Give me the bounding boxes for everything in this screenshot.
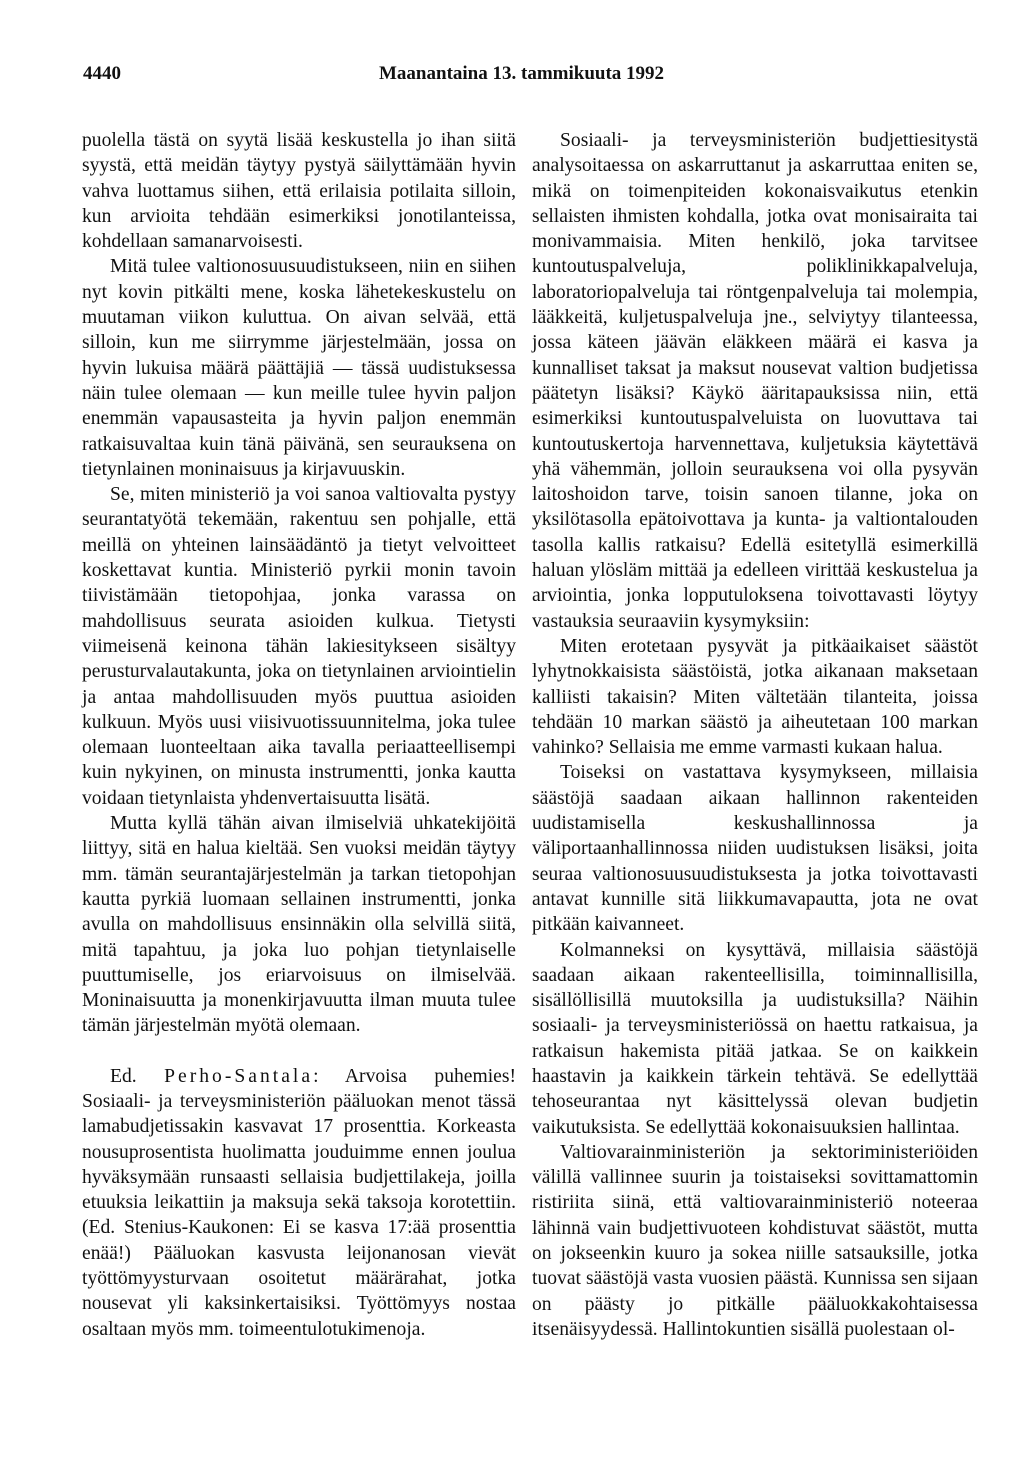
paragraph: Valtiovarainministeriön ja sektoriministeriöiden välillä vallinnee suurin ja toistaiseksi sovittamattomin ristiriita siinä, että valtiovarainministeriö noteeraa lähinnä vain budjettivuoteen kohdistuvat säästöt, mutta on jokseenkin kuuro ja sokea niille satsauksille, jotka tuovat säästöjä vasta vuosien päästä. Kunnissa sen sijaan on päästy jo pitkälle pääluokkakohtaisessa itsenäisyydessä. Hallintokuntien sisällä puolestaan ol- bbox=[532, 1141, 978, 1340]
paragraph: Mitä tulee valtionosuusuudistukseen, niin en siihen nyt kovin pitkälti mene, koska lähetekeskustelu on muutaman viikon kuluttua. On aivan selvää, että silloin, kun me siirrymme järjestelmään, jossa on hyvin lukuisa määrä päättäjiä — tässä uudistuksessa näin tulee olemaan — kun meille tulee hyvin paljon enemmän vapausasteita ja hyvin paljon enemmän ratkaisuvaltaa kuin tänä päivänä, sen seurauksena on tietynlainen moninaisuus ja kirjavuuskin. bbox=[82, 256, 516, 480]
speaker-name: Perho-Santala bbox=[164, 1065, 314, 1087]
speech-paragraph bbox=[82, 1064, 516, 1342]
header-date: Maanantaina 13. tammikuuta 1992 bbox=[379, 63, 665, 84]
paragraph: Sosiaali- ja terveysministeriön budjettiesitystä analysoitaessa on askarruttanut ja askarruttaa eniten se, mikä on toimenpiteiden kokonaisvaikutus etenkin sellaisten ihmisten kohdalla, jotka ovat monisairaita tai monivammaisia. Miten henkilö, joka tarvitsee kuntoutuspalveluja, poliklinikkapalveluja, laboratoriopalveluja tai röntgenpalveluja tai molempia, lääkkeitä, kuljetuspalveluja jne., selviytyy tilanteessa, jossa käteen jäävän eläkkeen määrä ei kasva ja kunnalliset taksat ja maksut nousevat valtion budjetissa päätetyn lisäksi? Käykö ääritapauksissa niin, että esimerkiksi kuntoutuspalveluista on luovuttava tai kuntoutuskertoja harvennettava, kuljetuksia käytettävä yhä vähemmän, jolloin seurauksena voi olla pysyvän laitoshoidon tarve, toisin sanoen tilanne, joka on yksilötasolla epätoivottava ja kunta- ja valtiontalouden tasolla kallis ratkaisu? Edellä esitetyllä esimerkillä haluan ylösläm mittää ja edelleen virittää keskustelua ja arviointia, jonka lopputuloksena toivottavasti löytyy vastauksia seuraaviin kysymyksiin: bbox=[532, 130, 978, 632]
paragraph: Miten erotetaan pysyvät ja pitkäaikaiset säästöt lyhytnokkaisista säästöistä, jotka aikanaan maksetaan kalliisti takaisin? Miten vältetään tilanteita, joissa tehdään 10 markan säästö ja aiheutetaan 100 markan vahinko? Sellaisia me emme varmasti kukaan halua. bbox=[532, 635, 978, 759]
speaker-prefix: Ed. bbox=[110, 1065, 165, 1087]
speech-text: : Arvoisa puhemies! Sosiaali- ja terveysministeriön pääluokan menot tässä lamabudjetissakin kasvavat 17 prosenttia. Korkeasta nousuprosentista huolimatta jouduimme ennen joulua hyväksymään runsaasti sellaisia budjettilakeja, joilla etuuksia leikattiin ja maksuja sekä taksoja korotettiin. (Ed. Stenius-Kaukonen: Ei se kasva 17:ää prosenttia enää!) Pääluokan kasvusta leijonanosan vievät työttömyysturvaan osoitetut määrärahat, jotka nousevat yli kaksinkertaisiksi. Työttömyys nostaa osaltaan myös mm. toimeentulotukimenoja. bbox=[82, 1065, 517, 1340]
paragraph: Mutta kyllä tähän aivan ilmiselviä uhkatekijöitä liittyy, sitä en halua kieltää. Sen vuoksi meidän täytyy mm. tämän seurantajärjestelmän ja tarkan tietopohjan kautta pyrkiä luomaan sellainen instrumentti, jonka avulla on mahdollisuus ensinnäkin olla selvillä siitä, mitä tapahtuu, ja joka luo pohjan tietynlaiselle puuttumiselle, jos eriarvoisuus on ilmiselvää. Moninaisuutta ja monenkirjavuutta ilman muuta tulee tämän järjestelmän myötä olemaan. bbox=[82, 813, 516, 1037]
page-header bbox=[83, 63, 943, 93]
right-column bbox=[532, 128, 978, 1342]
left-column bbox=[82, 128, 516, 1342]
page-number: 4440 bbox=[83, 63, 121, 84]
paragraph: Kolmanneksi on kysyttävä, millaisia säästöjä saadaan aikaan rakenteellisilla, toiminnallisilla, sisällöllisillä muutoksilla ja uudistuksilla? Näihin sosiaali- ja terveysministeriössä on haettu ratkaisua, ja ratkaisun hakemista pitää jatkaa. Se on kaikkein haastavin ja kaikkein tärkein tehtävä. Se edellyttää tehoseurantaa nyt käsittelyssä olevan budjetin vaikutuksista. Se edellyttää kokonaisuuksien hallintaa. bbox=[532, 939, 978, 1138]
paragraph: Toiseksi on vastattava kysymykseen, millaisia säästöjä saadaan aikaan hallinnon rakenteiden uudistamisella keskushallinnossa ja väliportaanhallinnossa niiden uudistuksen lisäksi, joita seuraa valtionosuusuudistuksesta ja jotka toivottavasti antavat kunnille sitä liikkumavapautta, jota ne ovat pitkään kaivanneet. bbox=[532, 762, 978, 936]
paragraph: puolella tästä on syytä lisää keskustella jo ihan siitä syystä, että meidän täytyy pystyä säilyttämään hyvin vahva luottamus siihen, että erilaisia potilaita silloin, kun arvioita tehdään esimerkiksi jonotilanteissa, kohdellaan samanarvoisesti. bbox=[82, 130, 516, 253]
paragraph: Se, miten ministeriö ja voi sanoa valtiovalta pystyy seurantatyötä tekemään, rakentuu sen pohjalle, että meillä on yhteinen lainsäädäntö ja tietyt velvoitteet koskettavat kuntia. Ministeriö pyrkii monin tavoin tiivistämään tietopohjaa, jonka varassa on mahdollisuus seurata asioiden kulkua. Tietysti viimeisenä keinona tähän lakiesitykseen sisältyy perusturvalautakunta, joka on tietynlainen arviointielin ja antaa mahdollisuuden myös puuttua asioiden kulkuun. Myös uusi viisivuotissuunnitelma, joka tulee olemaan luonteeltaan aika tavalla periaatteellisempi kuin nykyinen, on minusta instrumentti, jonka kautta voidaan tietynlaista yhdenvertaisuutta lisätä. bbox=[82, 484, 516, 809]
